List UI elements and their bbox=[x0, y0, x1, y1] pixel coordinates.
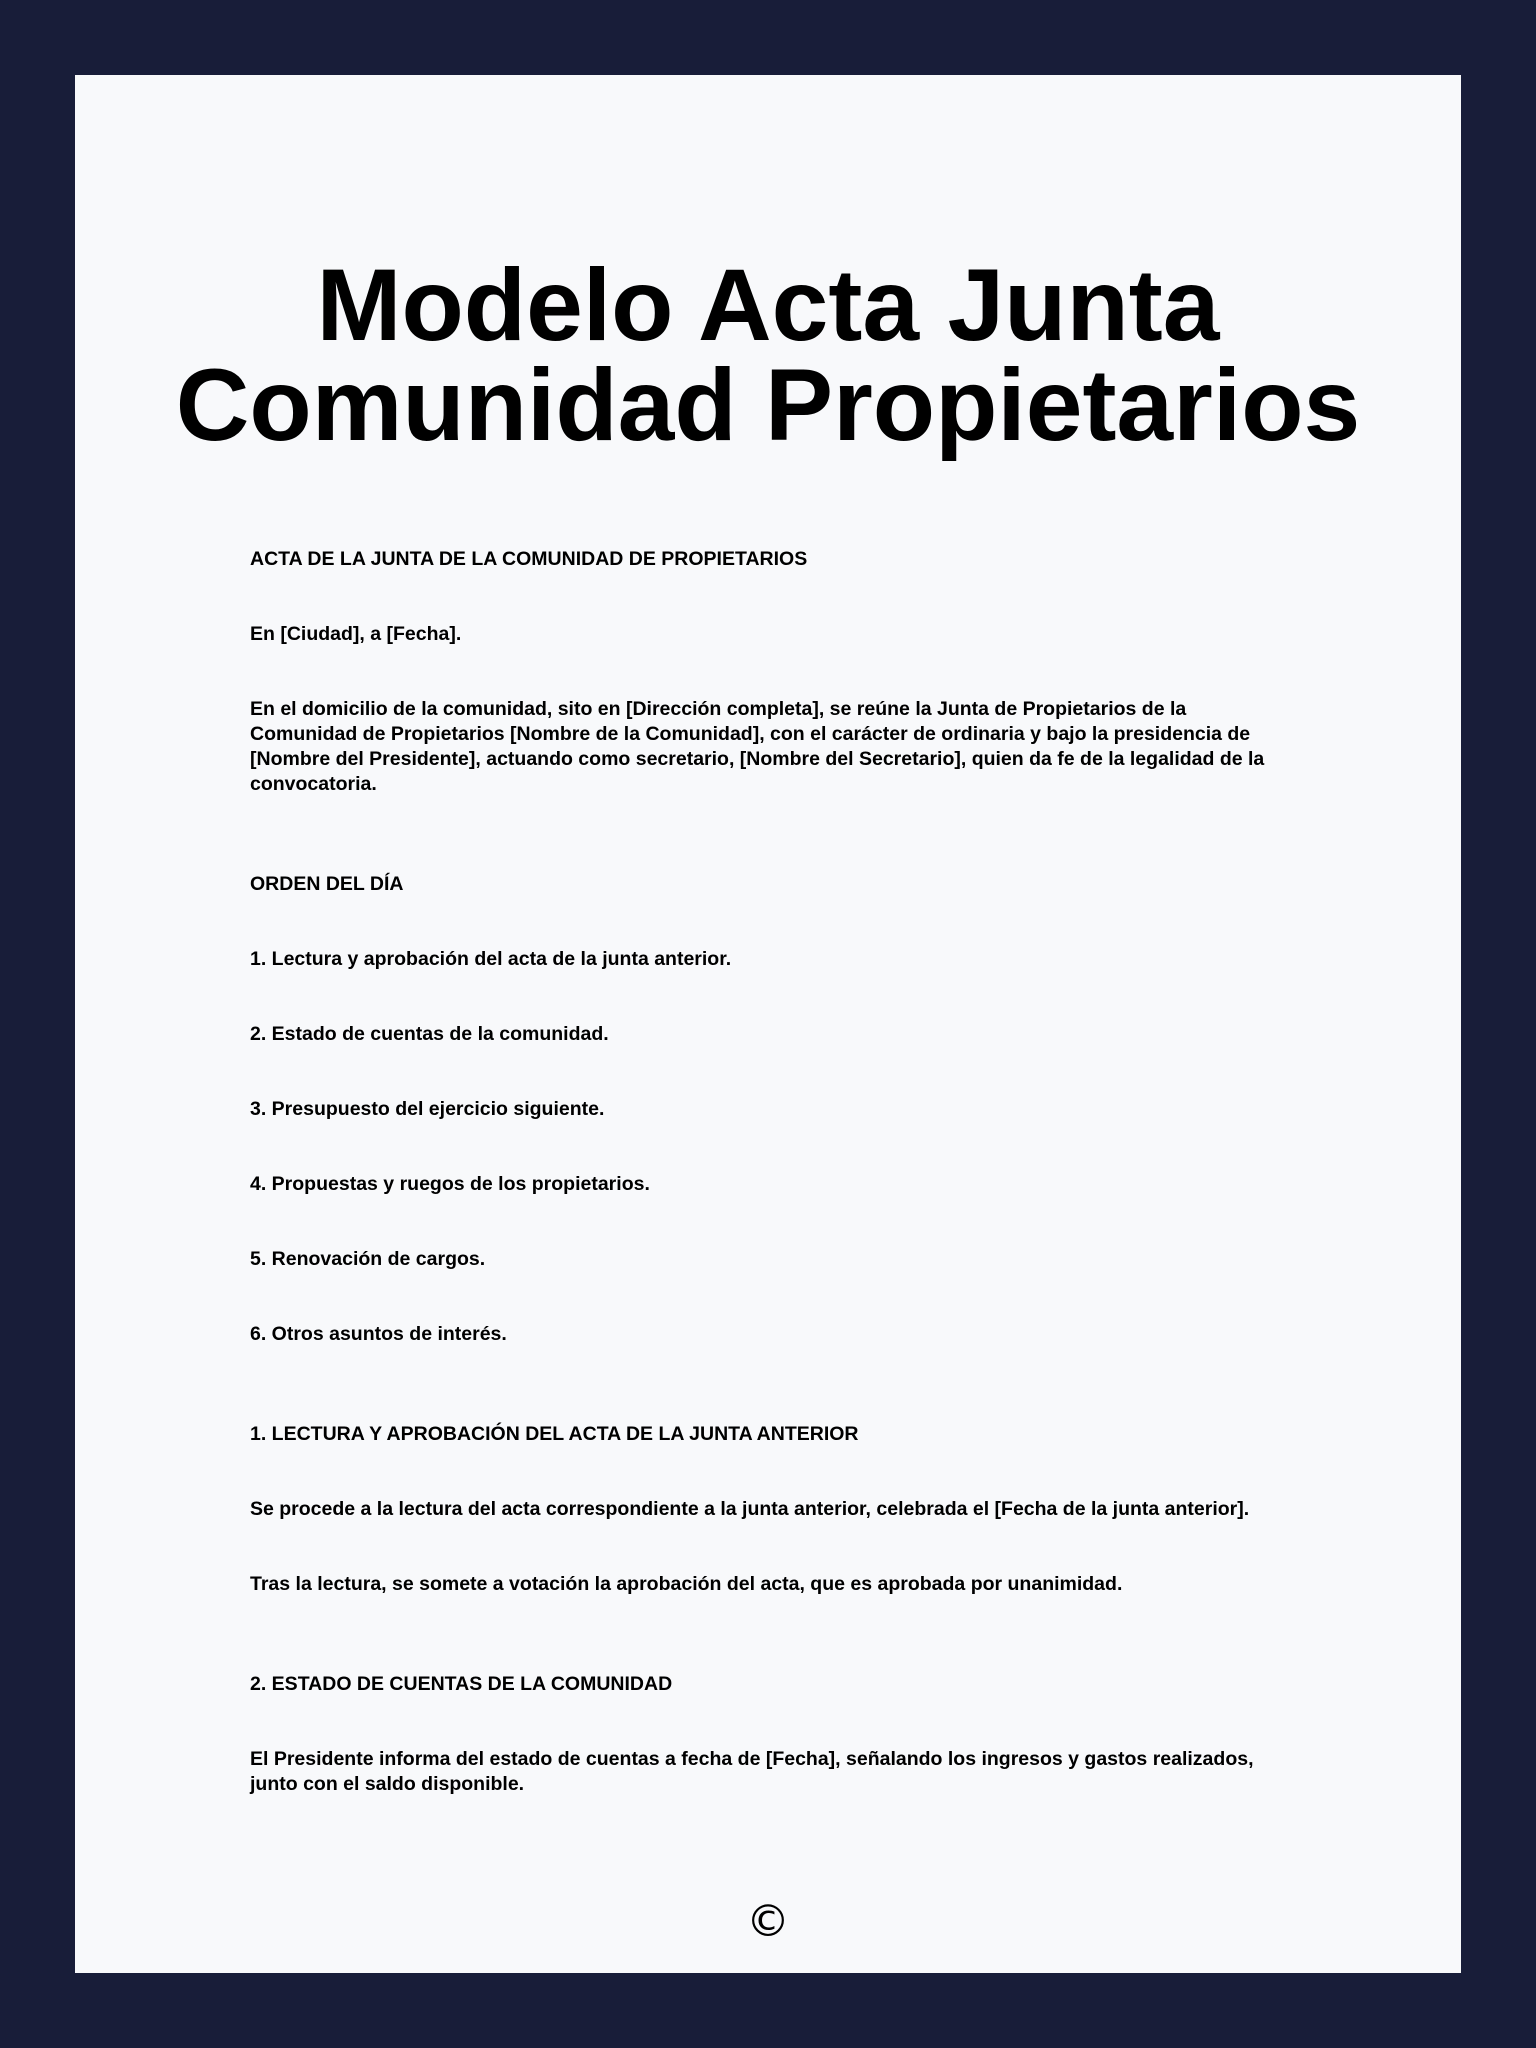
agenda-item: 1. Lectura y aprobación del acta de la junta anterior. bbox=[250, 948, 732, 970]
intro-paragraph: En el domicilio de la comunidad, sito en [Dirección completa], se reúne la Junta de Propietarios de la Comunidad de Propietarios [Nombre de la Comunidad], con el carácter de ordinaria y bajo la presidencia de [Nombre del Presidente], actuando como secretario, [Nombre del Secretario], quien da fe de la legalidad de la convocatoria. bbox=[250, 698, 1265, 795]
place-date: En [Ciudad], a [Fecha]. bbox=[250, 623, 462, 645]
document-body bbox=[250, 547, 1290, 1797]
section-1-paragraph-2: Tras la lectura, se somete a votación la aprobación del acta, que es aprobada por unanimidad. bbox=[250, 1573, 1123, 1595]
agenda-item: 6. Otros asuntos de interés. bbox=[250, 1323, 507, 1345]
section-2-heading: 2. ESTADO DE CUENTAS DE LA COMUNIDAD bbox=[250, 1673, 673, 1695]
act-heading: ACTA DE LA JUNTA DE LA COMUNIDAD DE PROPIETARIOS bbox=[250, 548, 808, 570]
agenda-item: 3. Presupuesto del ejercicio siguiente. bbox=[250, 1098, 605, 1120]
document-title bbox=[75, 248, 1461, 462]
section-1-heading: 1. LECTURA Y APROBACIÓN DEL ACTA DE LA JUNTA ANTERIOR bbox=[250, 1423, 859, 1445]
section-2-paragraph-1: El Presidente informa del estado de cuentas a fecha de [Fecha], señalando los ingresos y gastos realizados, junto con el saldo disponible. bbox=[250, 1748, 1254, 1795]
agenda-item: 5. Renovación de cargos. bbox=[250, 1248, 486, 1270]
document-page bbox=[75, 75, 1461, 1973]
copyright-icon: © bbox=[746, 1896, 790, 1947]
title-line-2: Comunidad Propietarios bbox=[175, 348, 1361, 462]
agenda-item: 2. Estado de cuentas de la comunidad. bbox=[250, 1023, 609, 1045]
section-1-paragraph-1: Se procede a la lectura del acta correspondiente a la junta anterior, celebrada el [Fecha de la junta anterior]. bbox=[250, 1498, 1250, 1520]
agenda-heading: ORDEN DEL DÍA bbox=[250, 873, 404, 895]
title-line-1: Modelo Acta Junta bbox=[316, 248, 1220, 362]
agenda-item: 4. Propuestas y ruegos de los propietarios. bbox=[250, 1173, 650, 1195]
